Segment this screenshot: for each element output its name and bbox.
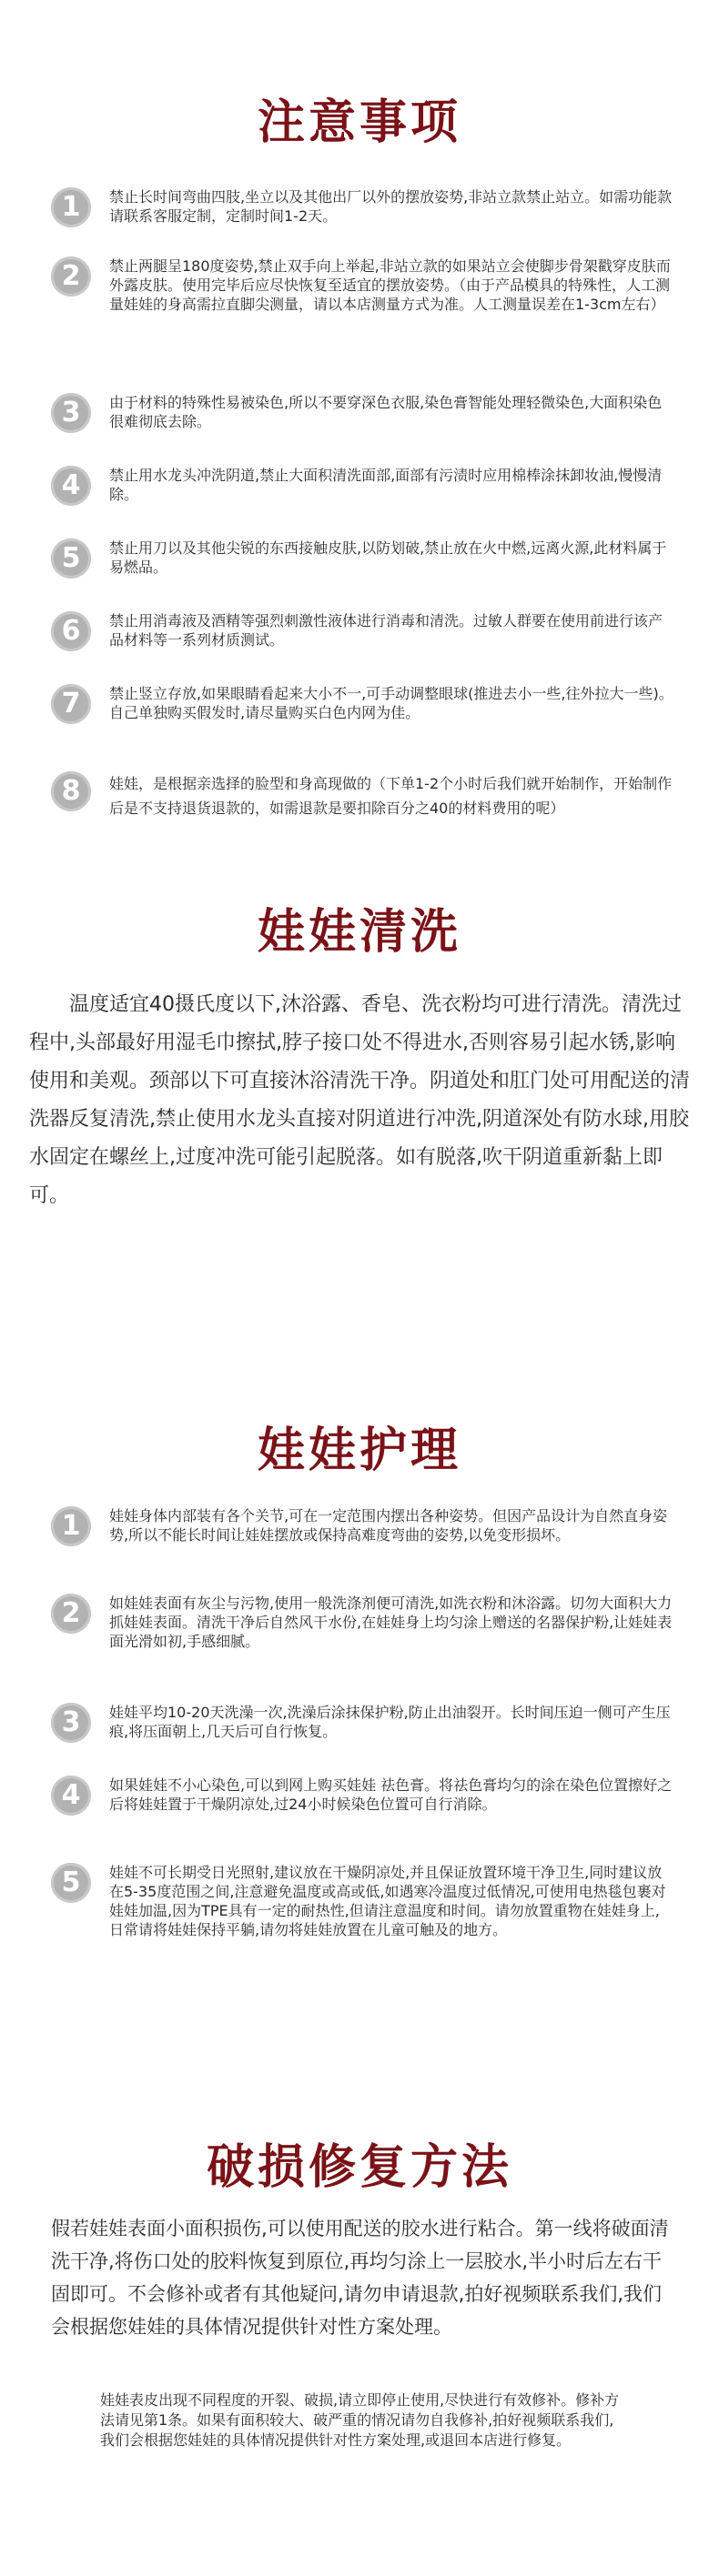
cleaning-title: 娃娃清洗 [257, 905, 461, 960]
care-item-text: 娃娃平均10-20天洗澡一次,洗澡后涂抹保护粉,防止出油裂开。长时间压迫一侧可产生压痕,将压面朝上,几天后可自行恢复。 [109, 1704, 671, 1740]
number-badge-icon: 3 [51, 393, 91, 433]
number-badge-icon: 6 [51, 611, 91, 651]
care-title: 娃娃护理 [257, 1424, 461, 1478]
number-badge-icon: 5 [51, 1863, 91, 1903]
number-badge-icon: 5 [51, 538, 91, 579]
number-badge-icon: 4 [51, 466, 91, 506]
notice-item-text: 由于材料的特殊性易被染色,所以不要穿深色衣服,染色膏智能处理轻微染色,大面积染色很难彻底去除。 [109, 394, 663, 430]
care-item-text: 娃娃不可长期受日光照射,建议放在干燥阴凉处,并且保证放置环境干净卫生,同时建议放在5-35度范围之间,注意避免温度或高或低,如遇寒冷温度过低情况,可使用电热毯包裹对娃娃加温,因为TPE具有一定的耐热性,但请注意温度和时间。请勿放置重物在娃娃身上,日常请将娃娃保持平躺,请勿将娃娃放置在儿童可触及的地方。 [109, 1864, 666, 1938]
number-badge-icon: 1 [51, 187, 91, 227]
cleaning-paragraph: 温度适宜40摄氏度以下,沐浴露、香皂、洗衣粉均可进行清洗。清洗过程中,头部最好用湿毛巾擦拭,脖子接口处不得进水,否则容易引起水锈,影响使用和美观。颈部以下可直接沐浴清洗干净。阴道处和肛门处可用配送的清洗器反复清洗,禁止使用水龙头直接对阴道进行冲洗,阴道深处有防水球,用胶水固定在螺丝上,过度冲洗可能引起脱落。如有脱落,吹干阴道重新黏上即可。 [29, 993, 691, 1207]
notice-item-text: 禁止用消毒液及酒精等强烈刺激性液体进行消毒和清洗。过敏人群要在使用前进行该产品材料等一系列材质测试。 [109, 612, 663, 649]
repair-paragraph: 假若娃娃表面小面积损伤,可以使用配送的胶水进行粘合。第一线将破面清洗干净,将伤口处的胶料恢复到原位,再均匀涂上一层胶水,半小时后左右干固即可。不会修补或者有其他疑问,请勿申请退款,拍好视频联系我们,我们会根据您娃娃的具体情况提供针对性方案处理。 [51, 2218, 669, 2338]
notice-item-text: 娃娃，是根据亲选择的脸型和身高现做的（下单1-2个小时后我们就开始制作，开始制作后是不支持退货退款的，如需退款是要扣除百分之40的材料费用的呢） [109, 775, 673, 817]
number-badge-icon: 4 [51, 1776, 91, 1816]
care-item-text: 如娃娃表面有灰尘与污物,使用一般洗涤剂便可清洗,如洗衣粉和沐浴露。切勿大面积大力抓娃娃表面。清洗干净后自然风干水份,在娃娃身上均匀涂上赠送的名器保护粉,让娃娃表面光滑如初,手感细腻。 [109, 1595, 673, 1650]
notice-item-text: 禁止两腿呈180度姿势,禁止双手向上举起,非站立款的如果站立会使脚步骨架戳穿皮肤而外露皮肤。使用完毕后应尽快恢复至适宜的摆放姿势。（由于产品模具的特殊性，人工测量娃娃的身高需拉直脚尖测量，请以本店测量方式为准。人工测量误差在1-3cm左右） [109, 257, 671, 313]
number-badge-icon: 2 [51, 1594, 91, 1634]
notice-item-text: 禁止长时间弯曲四肢,坐立以及其他出厂以外的摆放姿势,非站立款禁止站立。如需功能款请联系客服定制，定制时间1-2天。 [109, 188, 673, 225]
number-badge-icon: 3 [51, 1703, 91, 1743]
notice-item-text: 禁止竖立存放,如果眼睛看起来大小不一,可手动调整眼球(推进去小一些,往外拉大一些)。自己单独购买假发时,请尽量购买白色内网为佳。 [109, 685, 673, 721]
care-item-text: 娃娃身体内部装有各个关节,可在一定范围内摆出各种姿势。但因产品设计为自然直身姿势,所以不能长时间让娃娃摆放或保持高难度弯曲的姿势,以免变形损坏。 [109, 1507, 668, 1544]
number-badge-icon: 7 [51, 684, 91, 724]
repair-note: 娃娃表皮出现不同程度的开裂、破损,请立即停止使用,尽快进行有效修补。修补方法请见第1条。如果有面积较大、破严重的情况请勿自我修补,拍好视频联系我们,我们会根据您娃娃的具体情况提供针对性方案处理,或退回本店进行修复。 [100, 2391, 620, 2449]
care-item-text: 如果娃娃不小心染色,可以到网上购买娃娃 祛色膏。将祛色膏均匀的涂在染色位置擦好之后将娃娃置于干燥阴凉处,过24小时候染色位置可自行消除。 [109, 1776, 673, 1813]
number-badge-icon: 8 [51, 771, 91, 811]
number-badge-icon: 1 [51, 1506, 91, 1546]
notice-item-text: 禁止用刀以及其他尖锐的东西接触皮肤,以防划破,禁止放在火中燃,远离火源,此材料属于易燃品。 [109, 539, 667, 576]
repair-title: 破损修复方法 [206, 2140, 512, 2195]
notice-item-text: 禁止用水龙头冲洗阴道,禁止大面积清洗面部,面部有污渍时应用棉棒涂抹卸妆油,慢慢清除。 [109, 467, 663, 503]
number-badge-icon: 2 [51, 257, 91, 297]
notice-title: 注意事项 [257, 96, 461, 150]
